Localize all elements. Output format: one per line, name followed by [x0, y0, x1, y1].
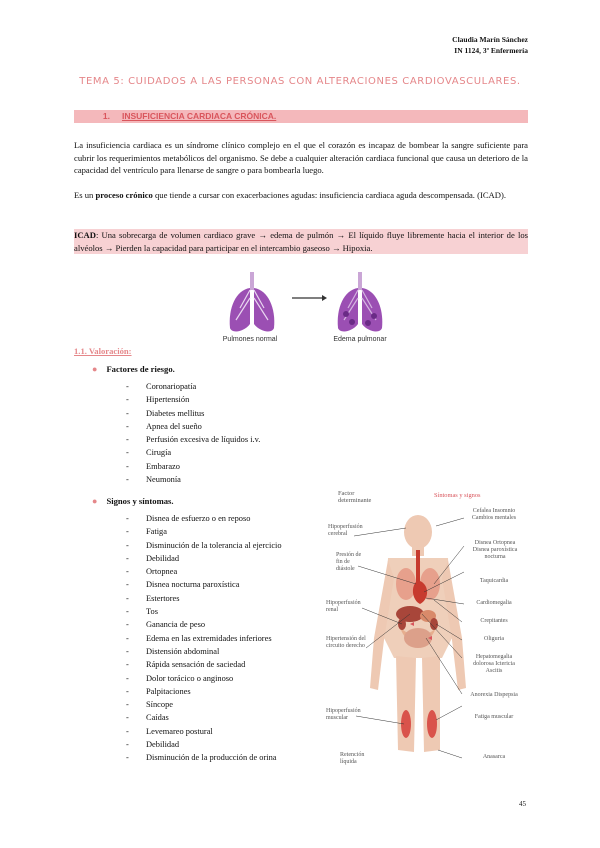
- list-item: - Ortopnea: [126, 565, 282, 578]
- author-course: IN 1124, 3º Enfermería: [454, 46, 528, 55]
- lungs-figure: [222, 268, 392, 344]
- normal-lungs: [230, 272, 275, 331]
- label-right: Anasarca: [482, 754, 506, 760]
- list-item: - Estertores: [126, 592, 282, 605]
- lungs-illustration: [222, 268, 392, 344]
- list-item: - Palpitaciones: [126, 685, 282, 698]
- label-left: Presión de fin de diástole: [336, 552, 362, 572]
- list-item: - Caídas: [126, 711, 282, 724]
- list-item: - Neumonía: [126, 473, 260, 486]
- icad-paragraph: [74, 229, 528, 254]
- lungs-right-caption: Edema pulmonar: [333, 336, 387, 343]
- label-right: Disnea Ortopnea Disnea paroxística nocturna: [472, 540, 518, 560]
- label-left: Hipoperfusión renal: [326, 600, 361, 613]
- icad-bold: ICAD: [74, 230, 96, 240]
- author-block: [452, 34, 528, 56]
- bullet-dot-icon: ●: [92, 496, 98, 506]
- risk-factors-list: [126, 380, 260, 486]
- document-title: TEMA 5: CUIDADOS A LAS PERSONAS CON ALTERACIONES CARDIOVASCULARES.: [79, 76, 521, 87]
- list-item: - Cirugía: [126, 446, 260, 459]
- list-item: - Apnea del sueño: [126, 420, 260, 433]
- icad-text: : Una sobrecarga de volumen cardiaco grave → edema de pulmón → El líquido fluye libremente hacia el interior de los alvéolos → Pierden la capacidad para participar en el intercambio gaseoso → Hipoxia.: [74, 230, 528, 253]
- list-item: - Disnea nocturna paroxística: [126, 578, 282, 591]
- risk-factors-title: Factores de riesgo.: [106, 364, 175, 374]
- list-item: - Debilidad: [126, 738, 282, 751]
- list-item: - Edema en las extremidades inferiores: [126, 632, 282, 645]
- list-item: - Tos: [126, 605, 282, 618]
- subsection-heading: 1.1. Valoración:: [74, 346, 132, 356]
- label-left: Hipoperfusión muscular: [326, 708, 361, 721]
- risk-factors-bullet: [92, 364, 175, 374]
- definition-paragraph: La insuficiencia cardiaca es un síndrome clínico complejo en el que el corazón es incapaz de bombear la sangre suficiente para cubrir los requerimientos metabólicos del organismo. Se debe a cualquier alteración cardiaca funcional que causa un deterioro de la capacidad del ventrículo para llenarse de sangre o para bombearla luego.: [74, 140, 528, 176]
- label-right: Cefalea Insomnio Cambios mentales: [471, 508, 517, 521]
- label-right: Hepatomegalia dolorosa Ictericia Ascitis: [473, 654, 515, 674]
- section-heading: [74, 110, 528, 123]
- list-item: - Fatiga: [126, 525, 282, 538]
- label-right: Cardiomegalia: [476, 600, 512, 606]
- label-left: Hipoperfusión cerebral: [328, 524, 363, 537]
- label-right: Crepitantes: [480, 618, 508, 624]
- edema-lungs: [338, 272, 383, 331]
- list-item: - Embarazo: [126, 460, 260, 473]
- list-item: - Ganancia de peso: [126, 618, 282, 631]
- list-item: - Disminución de la producción de orina: [126, 751, 282, 764]
- label-right: Fatiga muscular: [474, 714, 514, 720]
- signs-bullet: [92, 496, 174, 506]
- author-name: Claudia Marín Sánchez: [452, 35, 528, 44]
- list-item: - Coronariopatía: [126, 380, 260, 393]
- list-item: - Levemareo postural: [126, 725, 282, 738]
- label-left: Retención líquida: [340, 752, 365, 765]
- section-number: 1.: [102, 111, 110, 121]
- list-item: - Rápida sensación de saciedad: [126, 658, 282, 671]
- section-title: INSUFICIENCIA CARDIACA CRÓNICA.: [122, 111, 277, 121]
- list-item: - Hipertensión: [126, 393, 260, 406]
- signs-title: Signos y síntomas.: [106, 496, 174, 506]
- lungs-left-caption: Pulmones normal: [222, 336, 278, 343]
- bullet-dot-icon: ●: [92, 364, 98, 374]
- arrow-icon: [292, 295, 327, 301]
- list-item: - Perfusión excesiva de líquidos i.v.: [126, 433, 260, 446]
- label-left: Hipertensión del circuito derecho: [326, 636, 366, 649]
- chronic-bold: proceso crónico: [95, 190, 153, 200]
- left-header: Factor determinante: [338, 490, 372, 504]
- list-item: - Debilidad: [126, 552, 282, 565]
- list-item: - Síncope: [126, 698, 282, 711]
- list-item: - Diabetes mellitus: [126, 407, 260, 420]
- chronic-paragraph: [74, 189, 528, 202]
- chronic-text-before: Es un: [74, 190, 96, 200]
- right-header: Síntomas y signos: [434, 492, 481, 499]
- signs-list: [126, 512, 282, 765]
- page-number: 45: [519, 800, 526, 808]
- body-symptoms-figure: [326, 488, 526, 770]
- list-item: - Dolor torácico o anginoso: [126, 672, 282, 685]
- label-right: Oliguria: [484, 636, 504, 642]
- chronic-text-after: que tiende a cursar con exacerbaciones agudas: insuficiencia cardiaca aguda descompensada. (ICAD).: [152, 190, 506, 200]
- label-right: Anorexia Dispepsia: [470, 692, 518, 698]
- list-item: - Distensión abdominal: [126, 645, 282, 658]
- label-right: Taquicardia: [479, 578, 509, 584]
- list-item: - Disnea de esfuerzo o en reposo: [126, 512, 282, 525]
- list-item: - Disminución de la tolerancia al ejercicio: [126, 539, 282, 552]
